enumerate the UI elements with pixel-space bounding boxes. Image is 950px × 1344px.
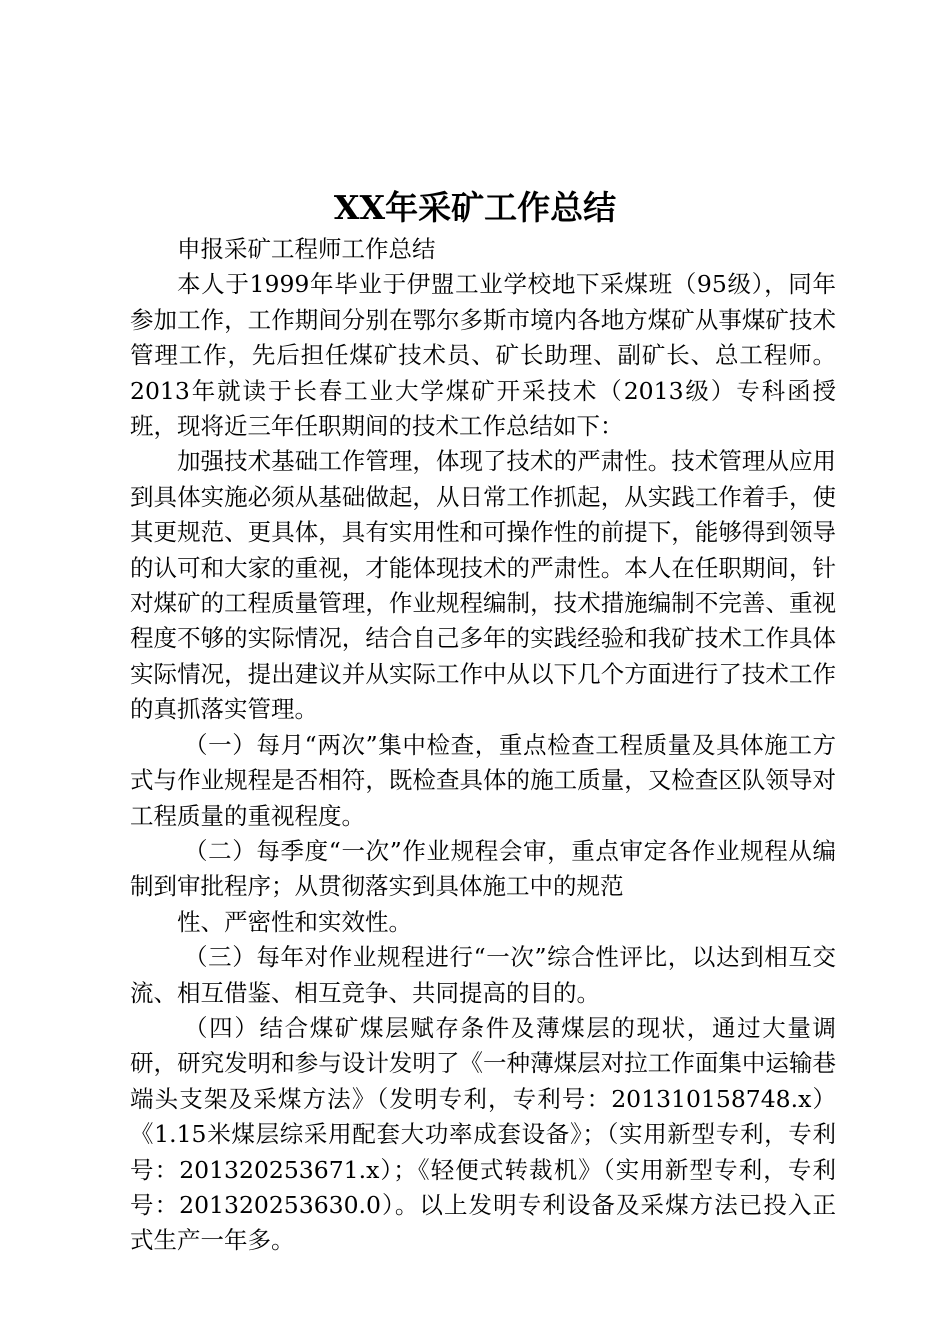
paragraph-item-3: （三）每年对作业规程进行“一次”综合性评比，以达到相互交流、相互借鉴、相互竞争、共同提高的目的。: [130, 943, 836, 1007]
document-subtitle: 申报采矿工程师工作总结: [177, 235, 436, 263]
paragraph-item-2-continuation: 性、严密性和实效性。: [177, 907, 412, 936]
document-title: XX年采矿工作总结: [333, 188, 617, 227]
document-body: [130, 232, 836, 1259]
paragraph-item-2: （二）每季度“一次”作业规程会审，重点审定各作业规程从编制到审批程序；从贯彻落实到具体施工中的规范: [130, 836, 836, 901]
paragraph-item-1: （一）每月“两次”集中检查，重点检查工程质量及具体施工方式与作业规程是否相符，既检查具体的施工质量，又检查区队领导对工程质量的重视程度。: [130, 730, 836, 830]
paragraph-intro: 本人于1999年毕业于伊盟工业学校地下采煤班（95级），同年参加工作，工作期间分别在鄂尔多斯市境内各地方煤矿从事煤矿技术管理工作，先后担任煤矿技术员、矿长助理、副矿长、总工程师。2013年就读于长春工业大学煤矿开采技术（2013级）专科函授班，现将近三年任职期间的技术工作总结如下：: [130, 270, 836, 441]
paragraph-item-4: （四）结合煤矿煤层赋存条件及薄煤层的现状，通过大量调研，研究发明和参与设计发明了《一种薄煤层对拉工作面集中运输巷端头支架及采煤方法》（发明专利，专利号：201310158748.x）《1.15米煤层综采用配套大功率成套设备》；（实用新型专利，专利号：201320253671.x）；《轻便式转裁机》（实用新型专利，专利号：201320253630.0）。以上发明专利设备及采煤方法已投入正式生产一年多。: [130, 1013, 836, 1255]
paragraph-technical-management: 加强技术基础工作管理，体现了技术的严肃性。技术管理从应用到具体实施必须从基础做起，从日常工作抓起，从实践工作着手，使其更规范、更具体，具有实用性和可操作性的前提下，能够得到领导的认可和大家的重视，才能体现技术的严肃性。本人在任职期间，针对煤矿的工程质量管理，作业规程编制，技术措施编制不完善、重视程度不够的实际情况，结合自己多年的实践经验和我矿技术工作具体实际情况，提出建议并从实际工作中从以下几个方面进行了技术工作的真抓落实管理。: [130, 447, 836, 724]
